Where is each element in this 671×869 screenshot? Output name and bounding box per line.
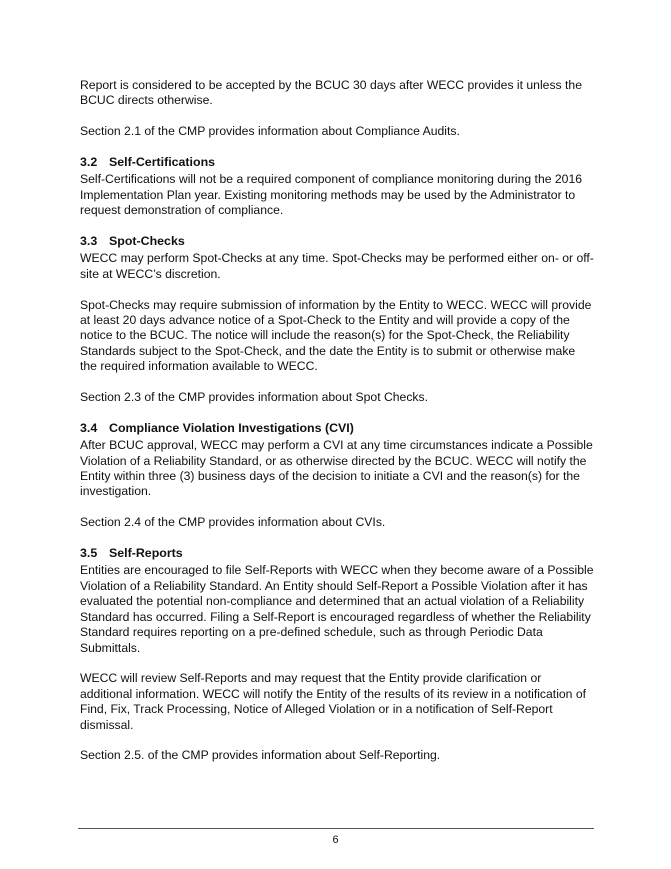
- page-number: 6: [332, 834, 339, 846]
- page-body: [80, 78, 595, 779]
- heading-cvi: [80, 421, 595, 436]
- heading-title: Self-Reports: [109, 546, 183, 561]
- spot-checks-paragraph-2: Spot-Checks may require submission of information by the Entity to WECC. WECC will provide at least 20 days advance notice of a Spot-Check to the Entity and will provide a copy of the notice to the BCUC. The notice will include the reason(s) for the Spot-Check, the Reliability Standards subject to the Spot-Check, and the date the Entity is to submit or otherwise make the required information available to WECC.: [80, 297, 592, 374]
- section-2-1-reference: Section 2.1 of the CMP provides information about Compliance Audits.: [80, 124, 460, 139]
- heading-self-reports: [80, 546, 595, 561]
- spot-checks-paragraph-1: WECC may perform Spot-Checks at any time. Spot-Checks may be performed either on- or off-site at WECC’s discretion.: [80, 251, 594, 281]
- heading-title: Spot-Checks: [109, 234, 185, 249]
- heading-title: Compliance Violation Investigations (CVI): [109, 420, 354, 435]
- section-2-5-reference: Section 2.5. of the CMP provides information about Self-Reporting.: [80, 748, 441, 763]
- heading-spot-checks: [80, 234, 595, 249]
- section-2-4-reference: Section 2.4 of the CMP provides information about CVIs.: [80, 515, 386, 530]
- heading-number: 3.4: [80, 420, 98, 435]
- self-reports-paragraph-2: WECC will review Self-Reports and may request that the Entity provide clarification or additional information. WECC will notify the Entity of the results of its review in a notification of Find, Fix, Track Processing, Notice of Alleged Violation or in a notification of Self-Report dismissal.: [80, 671, 587, 732]
- heading-title: Self-Certifications: [109, 155, 216, 169]
- footer-divider: [78, 828, 594, 829]
- heading-number: 3.3: [80, 234, 98, 249]
- cvi-paragraph: After BCUC approval, WECC may perform a CVI at any time circumstances indicate a Possible Violation of a Reliability Standard, or as otherwise directed by the BCUC. WECC will notify the Entity within three (3) business days of the decision to initiate a CVI and the reason(s) for the investigation.: [80, 438, 593, 499]
- heading-self-certifications: [80, 155, 595, 170]
- self-certifications-paragraph: Self-Certifications will not be a required component of compliance monitoring during the 2016 Implementation Plan year. Existing monitoring methods may be used by the Administrator to request demonstration of compliance.: [80, 172, 582, 218]
- section-2-3-reference: Section 2.3 of the CMP provides information about Spot Checks.: [80, 390, 428, 405]
- heading-number: 3.2: [80, 155, 98, 169]
- self-reports-paragraph-1: Entities are encouraged to file Self-Reports with WECC when they become aware of a Possible Violation of a Reliability Standard. An Entity should Self-Report a Possible Violation after it has evaluated the potential non-compliance and determined that an actual violation of a Reliability Standard has occurred. Filing a Self-Report is encouraged regardless of whether the Reliability Standard requires reporting on a pre-defined schedule, such as through Periodic Data Submittals.: [80, 563, 594, 655]
- intro-paragraph: Report is considered to be accepted by the BCUC 30 days after WECC provides it unless the BCUC directs otherwise.: [80, 78, 582, 108]
- heading-number: 3.5: [80, 546, 98, 561]
